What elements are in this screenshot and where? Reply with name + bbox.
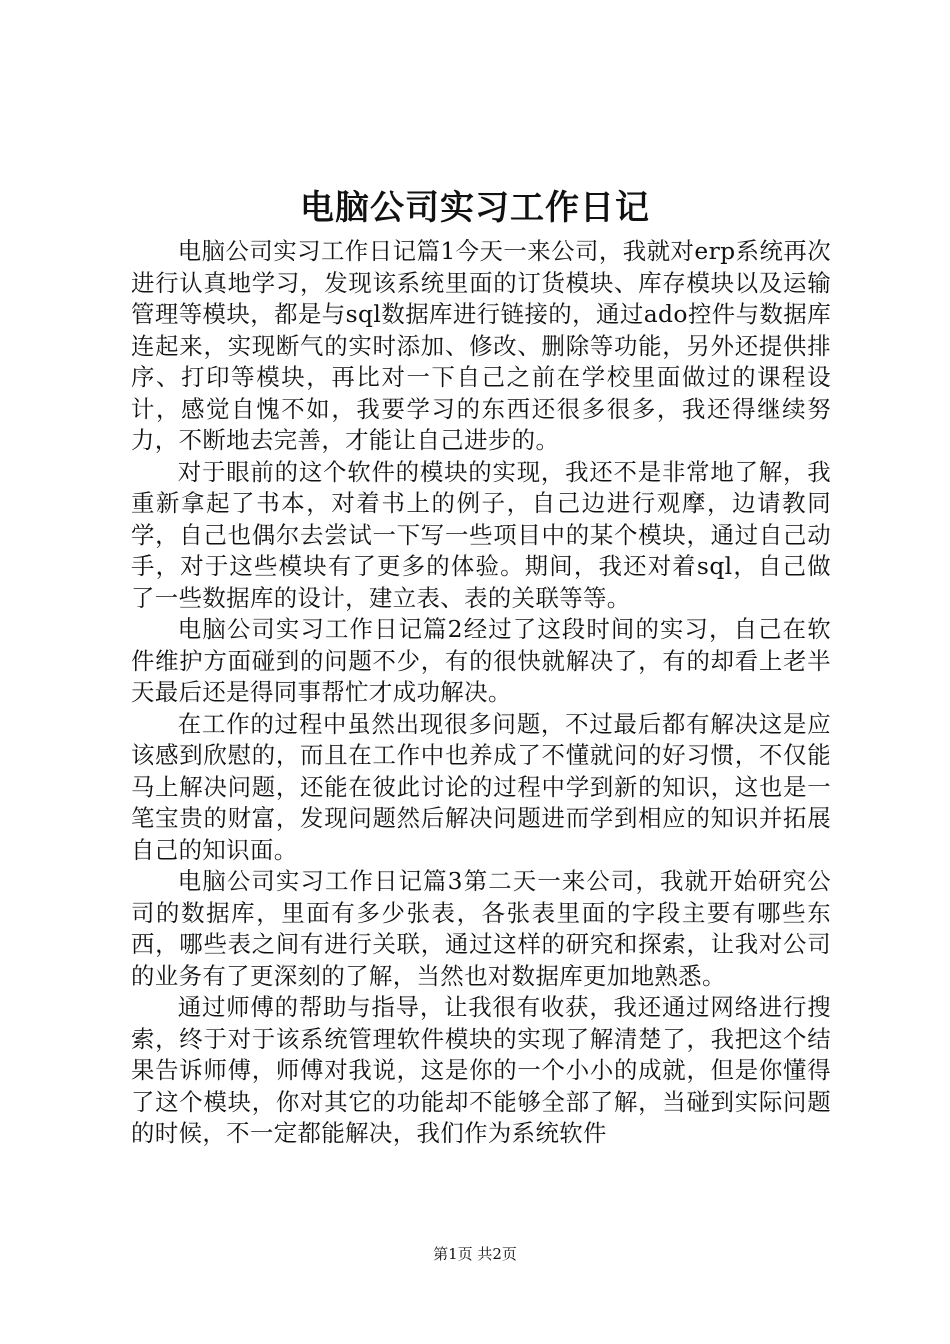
document-body [131, 236, 831, 1150]
paragraph-5: 电脑公司实习工作日记篇3第二天一来公司，我就开始研究公司的数据库，里面有多少张表，各张表里面的字段主要有哪些东西，哪些表之间有进行关联，通过这样的研究和探索，让我对公司的业务有了更深刻的了解，当然也对数据库更加地熟悉。 [131, 867, 831, 990]
paragraph-3: 电脑公司实习工作日记篇2经过了这段时间的实习，自己在软件维护方面碰到的问题不少，有的很快就解决了，有的却看上老半天最后还是得同事帮忙才成功解决。 [131, 615, 831, 706]
page-footer: 第1页 共2页 [433, 1245, 517, 1263]
paragraph-4: 在工作的过程中虽然出现很多问题，不过最后都有解决这是应该感到欣慰的，而且在工作中也养成了不懂就问的好习惯，不仅能马上解决问题，还能在彼此讨论的过程中学到新的知识，这也是一笔宝贵的财富，发现问题然后解决问题进而学到相应的知识并拓展自己的知识面。 [131, 709, 831, 864]
paragraph-1: 电脑公司实习工作日记篇1今天一来公司，我就对erp系统再次进行认真地学习，发现该系统里面的订货模块、库存模块以及运输管理等模块，都是与sql数据库进行链接的，通过ado控件与数据库连起来，实现断气的实时添加、修改、删除等功能，另外还提供排序、打印等模块，再比对一下自己之前在学校里面做过的课程设计，感觉自愧不如，我要学习的东西还很多很多，我还得继续努力，不断地去完善，才能让自己进步的。 [131, 237, 831, 454]
paragraph-6: 通过师傅的帮助与指导，让我很有收获，我还通过网络进行搜索，终于对于该系统管理软件模块的实现了解清楚了，我把这个结果告诉师傅，师傅对我说，这是你的一个小小的成就，但是你懂得了这个模块，你对其它的功能却不能够全部了解，当碰到实际问题的时候，不一定都能解决，我们作为系统软件 [131, 993, 831, 1147]
paragraph-2: 对于眼前的这个软件的模块的实现，我还不是非常地了解，我重新拿起了书本，对着书上的例子，自己边进行观摩，边请教同学，自己也偶尔去尝试一下写一些项目中的某个模块，通过自己动手，对于这些模块有了更多的体验。期间，我还对着sql，自己做了一些数据库的设计，建立表、表的关联等等。 [131, 457, 831, 612]
document-title: 电脑公司实习工作日记 [300, 188, 650, 228]
